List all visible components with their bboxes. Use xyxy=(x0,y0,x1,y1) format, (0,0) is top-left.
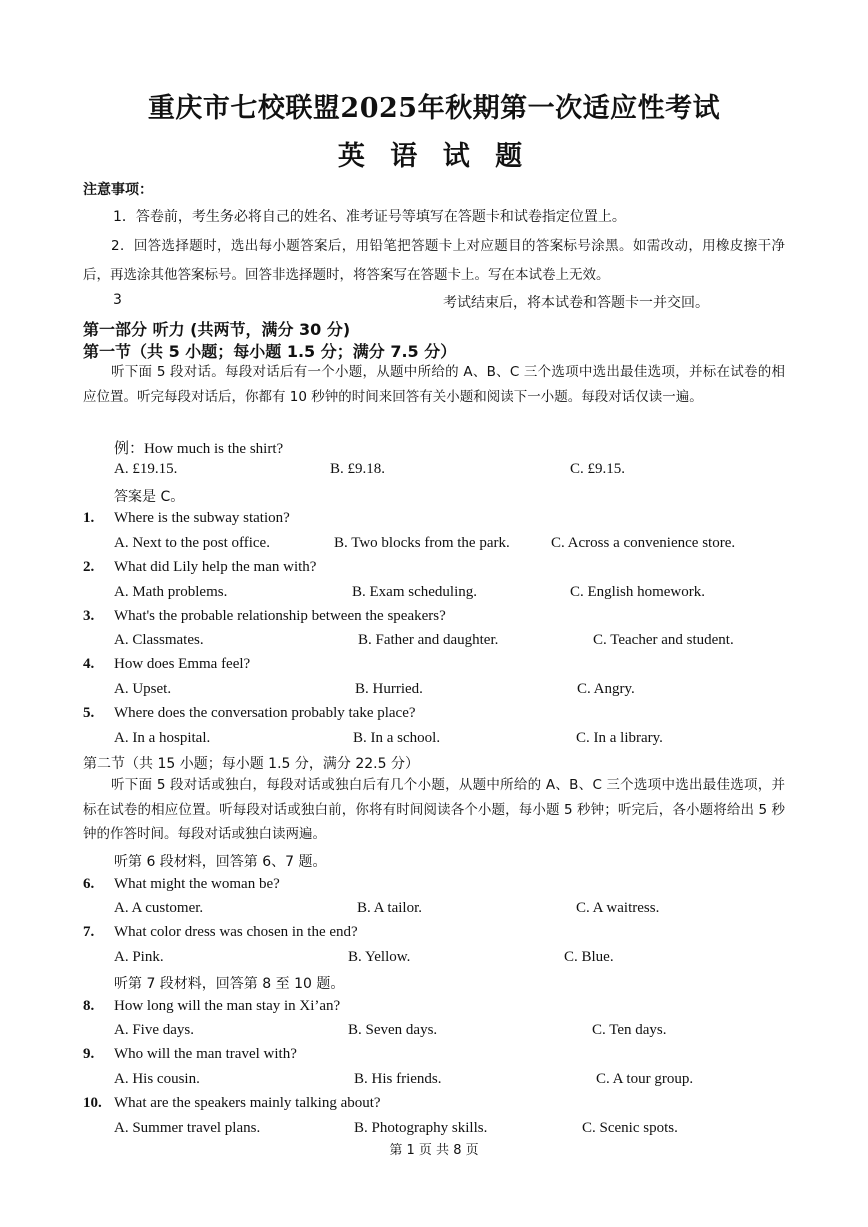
option-c: C. Scenic spots. xyxy=(582,1120,678,1136)
subject-title: 英 语 试 题 xyxy=(337,141,531,172)
option-c: C. Blue. xyxy=(564,949,614,965)
question-text: How long will the man stay in Xi’an? xyxy=(114,998,341,1014)
option-a: A. Classmates. xyxy=(114,632,204,648)
question-number: 7. xyxy=(83,924,95,940)
option-b: B. Exam scheduling. xyxy=(352,584,477,600)
notice-item-3-number: 3 xyxy=(113,292,122,308)
question-number: 3. xyxy=(83,608,95,624)
option-a: A. Math problems. xyxy=(114,584,228,600)
question-number: 10. xyxy=(83,1095,102,1111)
question-text: Who will the man travel with? xyxy=(114,1046,297,1062)
question-number: 4. xyxy=(83,656,95,672)
option-b: B. Two blocks from the park. xyxy=(334,535,510,551)
part1-heading: 第一部分 听力 (共两节，满分 30 分) xyxy=(83,320,351,339)
option-c: C. Across a convenience store. xyxy=(551,535,736,551)
option-a: A. A customer. xyxy=(114,900,204,916)
section1-heading: 第一节（共 5 小题；每小题 1.5 分；满分 7.5 分） xyxy=(83,342,457,361)
question-text: What color dress was chosen in the end? xyxy=(114,924,358,940)
question-number: 6. xyxy=(83,876,95,892)
material-6-instruction: 听第 6 段材料，回答第 6、7 题。 xyxy=(114,854,327,870)
notice-item-1: 1．答卷前，考生务必将自己的姓名、准考证号等填写在答题卡和试卷指定位置上。 xyxy=(113,209,626,225)
exam-title: 重庆市七校联盟2025年秋期第一次适应性考试 xyxy=(147,93,721,124)
option-c: C. A tour group. xyxy=(596,1071,694,1087)
option-b: B. Photography skills. xyxy=(354,1120,488,1136)
option-b: B. Yellow. xyxy=(348,949,411,965)
option-a: A. Five days. xyxy=(114,1022,194,1038)
notice-item-2: 2．回答选择题时，选出每小题答案后，用铅笔把答题卡上对应题目的答案标号涂黑。如需改动，用橡皮擦干净后，再选涂其他答案标号。回答非选择题时，将答案写在答题卡上。写在本试卷上无效。 xyxy=(83,238,785,283)
material-7-instruction: 听第 7 段材料，回答第 8 至 10 题。 xyxy=(114,976,345,992)
option-a: A. In a hospital. xyxy=(114,730,211,746)
option-a: A. Upset. xyxy=(114,681,172,697)
notice-heading: 注意事项： xyxy=(83,182,153,198)
section2-instructions: 听下面 5 段对话或独白，每段对话或独白后有几个小题，从题中所给的 A、B、C 三个选项中选出最佳选项，并标在试卷的相应位置。听每段对话或独白前，你将有时间阅读各个小题，每小题 5 秒钟；听完后，各小题将给出 5 秒钟的作答时间。每段对话或独白读两遍。 xyxy=(83,777,785,842)
question-text: What might the woman be? xyxy=(114,876,280,892)
section1-instructions: 听下面 5 段对话。每段对话后有一个小题，从题中所给的 A、B、C 三个选项中选出最佳选项，并标在试卷的相应位置。听完每段对话后，你都有 10 秒钟的时间来回答有关小题和阅读下一小题。每段对话仅读一遍。 xyxy=(83,364,785,405)
section2-heading: 第二节（共 15 小题；每小题 1.5 分，满分 22.5 分） xyxy=(83,756,419,772)
option-a: A. His cousin. xyxy=(114,1071,200,1087)
option-a: A. Summer travel plans. xyxy=(114,1120,261,1136)
option-a: A. Next to the post office. xyxy=(114,535,270,551)
question-number: 5. xyxy=(83,705,95,721)
option-c: C. A waitress. xyxy=(576,900,660,916)
question-text: What's the probable relationship between the speakers? xyxy=(114,608,446,624)
page-number: 第 1 页 共 8 页 xyxy=(389,1143,479,1158)
question-text: What did Lily help the man with? xyxy=(114,559,317,575)
question-text: What are the speakers mainly talking about? xyxy=(114,1095,381,1111)
question-number: 9. xyxy=(83,1046,95,1062)
option-a: A. Pink. xyxy=(114,949,164,965)
example-answer: 答案是 C。 xyxy=(114,489,185,505)
option-b: B. A tailor. xyxy=(357,900,423,916)
example-question: 例：How much is the shirt? xyxy=(114,441,284,457)
option-c: C. Teacher and student. xyxy=(593,632,734,648)
question-text: Where does the conversation probably take place? xyxy=(114,705,416,721)
question-number: 8. xyxy=(83,998,95,1014)
option-c: C. Angry. xyxy=(577,681,635,697)
option-b: B. His friends. xyxy=(354,1071,442,1087)
option-b: B. In a school. xyxy=(353,730,441,746)
notice-item-3: 考试结束后，将本试卷和答题卡一并交回。 xyxy=(443,295,709,311)
question-number: 1. xyxy=(83,510,95,526)
option-b: B. Seven days. xyxy=(348,1022,438,1038)
question-text: Where is the subway station? xyxy=(114,510,290,526)
example-option-a: A. £19.15. xyxy=(114,461,178,477)
option-c: C. In a library. xyxy=(576,730,663,746)
option-c: C. Ten days. xyxy=(592,1022,667,1038)
option-b: B. Hurried. xyxy=(355,681,423,697)
option-b: B. Father and daughter. xyxy=(358,632,499,648)
question-text: How does Emma feel? xyxy=(114,656,251,672)
example-option-b: B. £9.18. xyxy=(330,461,386,477)
question-number: 2. xyxy=(83,559,95,575)
example-option-c: C. £9.15. xyxy=(570,461,626,477)
option-c: C. English homework. xyxy=(570,584,705,600)
